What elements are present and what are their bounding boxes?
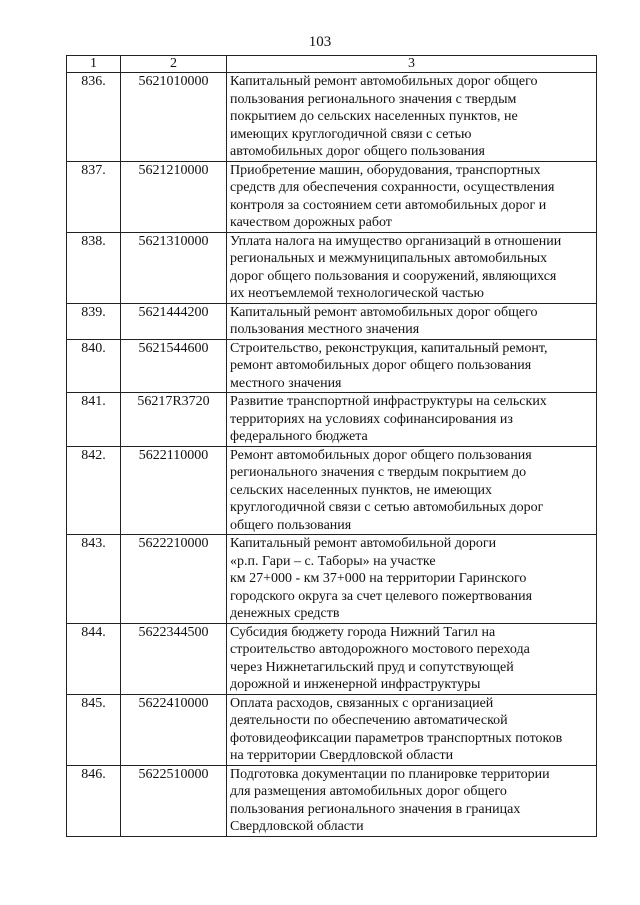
description-line: покрытием до сельских населенных пунктов, не [230,109,518,124]
description-line: Капитальный ремонт автомобильных дорог общего [230,304,538,320]
expense-description [227,535,597,624]
description-line: через Нижнетагильский пруд и сопутствующей [230,659,514,675]
table-row [67,161,597,232]
budget-code: 5622510000 [121,765,227,836]
description-line: Оплата расходов, связанных с организацией [230,695,494,711]
column-header-2: 2 [121,56,227,73]
description-line: территориях на условиях софинансирования из [230,411,513,427]
row-number: 839. [67,303,121,339]
description-line: их неотъемлемой технологической частью [230,286,485,301]
row-number: 838. [67,232,121,303]
description-line: местного значения [230,375,342,391]
row-number: 845. [67,694,121,765]
description-line: дорожной и инженерной инфраструктуры [230,677,481,692]
budget-code: 5622410000 [121,694,227,765]
table-row [67,232,597,303]
table-row [67,535,597,624]
description-line: городского округа за счет целевого пожертвования [230,588,533,604]
budget-code: 56217R3720 [121,393,227,447]
row-number: 836. [67,73,121,162]
expense-description [227,765,597,836]
row-number: 840. [67,339,121,393]
table-row [67,73,597,162]
expense-description [227,446,597,535]
row-number: 837. [67,161,121,232]
description-line: Капитальный ремонт автомобильных дорог общего [230,74,538,89]
description-line: пользования местного значения [230,322,420,337]
expense-description [227,694,597,765]
row-number: 843. [67,535,121,624]
table-row [67,765,597,836]
table-row [67,623,597,694]
description-line: региональных и межмуниципальных автомобильных [230,251,548,266]
budget-code: 5622110000 [121,446,227,535]
description-line: круглогодичной связи с сетью автомобильных дорог [230,500,544,515]
description-line: фотовидеофиксации параметров транспортных потоков [230,730,563,746]
row-number: 844. [67,623,121,694]
description-line: сельских населенных пунктов, не имеющих [230,482,493,498]
description-line: Ремонт автомобильных дорог общего пользования [230,447,532,463]
row-number: 842. [67,446,121,535]
description-line: имеющих круглогодичной связи с сетью [230,126,472,142]
description-line: деятельности по обеспечению автоматической [230,713,508,728]
description-line: Капитальный ремонт автомобильной дороги [230,536,497,551]
description-line: пользования регионального значения с твердым [230,91,517,107]
budget-classification-table [66,55,597,837]
description-line: дорог общего пользования и сооружений, являющихся [230,268,557,284]
column-header-1: 1 [67,56,121,73]
expense-description [227,393,597,447]
description-line: Свердловской области [230,819,364,834]
description-line: Уплата налога на имущество организаций в отношении [230,233,562,249]
expense-description [227,232,597,303]
budget-code: 5622344500 [121,623,227,694]
description-line: средств для обеспечения сохранности, осуществления [230,180,555,195]
table-row [67,339,597,393]
expense-description [227,73,597,162]
budget-code: 5621010000 [121,73,227,162]
description-line: на территории Свердловской области [230,748,454,763]
description-line: Субсидия бюджету города Нижний Тагил на [230,624,496,640]
description-line: автомобильных дорог общего пользования [230,144,485,159]
description-line: км 27+000 - км 37+000 на территории Гаринского [230,571,527,586]
row-number: 846. [67,765,121,836]
description-line: пользования регионального значения в границах [230,801,521,817]
description-line: федерального бюджета [230,429,368,444]
table-row [67,694,597,765]
expense-description [227,303,597,339]
budget-code: 5621444200 [121,303,227,339]
expense-description [227,623,597,694]
table-header-row [67,56,597,73]
expense-description [227,161,597,232]
budget-code: 5621210000 [121,161,227,232]
description-line: контроля за состоянием сети автомобильных дорог и [230,197,547,213]
description-line: регионального значения с твердым покрытием до [230,465,527,480]
description-line: денежных средств [230,606,340,621]
description-line: Строительство, реконструкция, капитальный ремонт, [230,340,548,356]
description-line: общего пользования [230,517,352,533]
table-row [67,446,597,535]
description-line: Подготовка документации по планировке территории [230,766,550,782]
description-line: «р.п. Гари – с. Таборы» на участке [230,553,436,569]
budget-code: 5621310000 [121,232,227,303]
description-line: строительство автодорожного мостового перехода [230,642,530,657]
expense-description [227,339,597,393]
description-line: качеством дорожных работ [230,215,392,230]
budget-code: 5622210000 [121,535,227,624]
table-row [67,393,597,447]
description-line: Развитие транспортной инфраструктуры на сельских [230,394,547,409]
page-number: 103 [308,34,332,50]
description-line: ремонт автомобильных дорог общего пользования [230,358,532,373]
column-header-3: 3 [227,56,597,73]
table-row [67,303,597,339]
row-number: 841. [67,393,121,447]
description-line: Приобретение машин, оборудования, транспортных [230,162,541,178]
budget-code: 5621544600 [121,339,227,393]
description-line: для размещения автомобильных дорог общего [230,784,507,799]
